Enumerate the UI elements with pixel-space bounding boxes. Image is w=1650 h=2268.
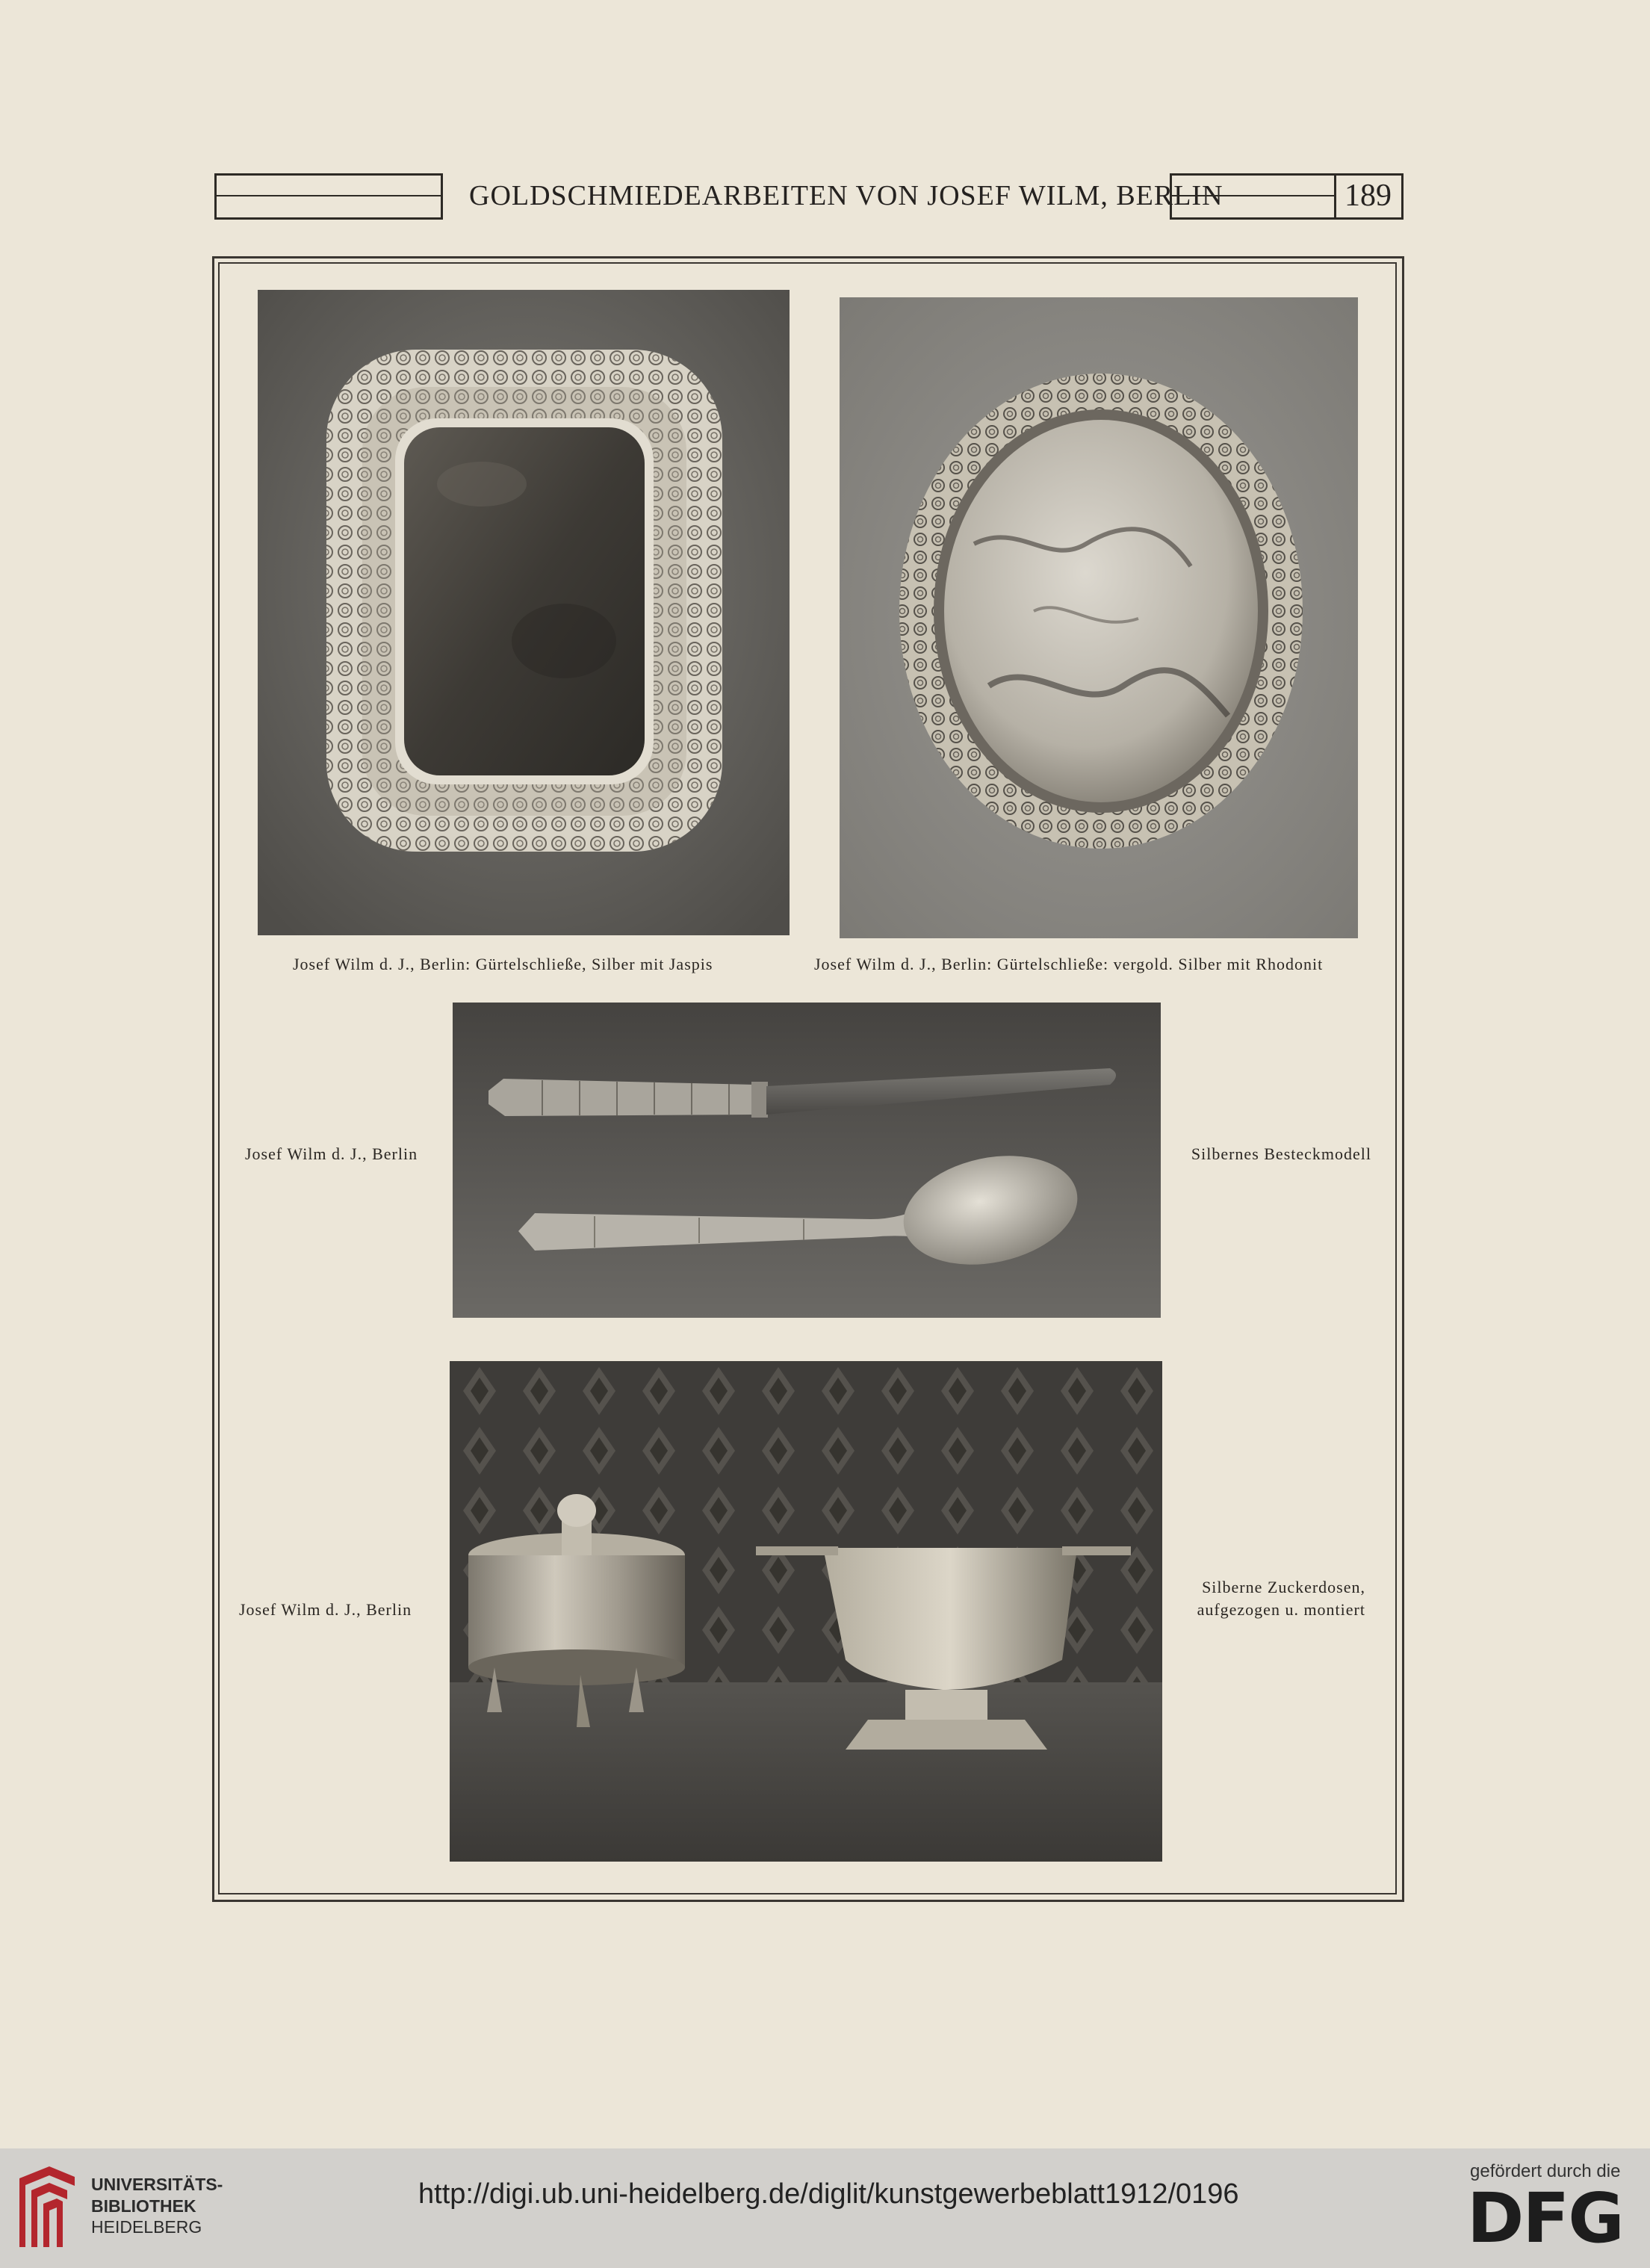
photo-belt-buckle-rhodonite [840,297,1358,938]
header-rule-right [1170,173,1334,220]
funding-label: gefördert durch die [1470,2161,1621,2181]
caption-belt-buckle-jasper: Josef Wilm d. J., Berlin: Gürtelschließe, Silber mit Jaspis [293,955,713,973]
caption-belt-buckle-rhodonite: Josef Wilm d. J., Berlin: Gürtelschließe: vergold. Silber mit Rhodonit [814,955,1324,973]
page-number: 189 [1344,179,1392,213]
source-url-link[interactable]: http://digi.ub.uni-heidelberg.de/diglit/kunstgewerbeblatt1912/0196 [418,2178,1239,2210]
caption-sugar-bowls-maker: Josef Wilm d. J., Berlin [239,1600,412,1619]
photo-silver-cutlery [453,1003,1161,1318]
photo-sugar-bowls [450,1361,1162,1862]
caption-cutlery-maker: Josef Wilm d. J., Berlin [245,1144,418,1163]
caption-sugar-bowls-title-line2: aufgezogen u. montiert [1197,1600,1365,1619]
caption-cutlery-title: Silbernes Besteckmodell [1191,1144,1371,1163]
library-logo-icon [15,2163,79,2252]
dfg-logo: DFG [1467,2178,1623,2258]
running-header-title: GOLDSCHMIEDEARBEITEN VON JOSEF WILM, BERLIN [469,180,1223,211]
library-name-line3: HEIDELBERG [91,2217,202,2237]
header-rule-left [214,173,443,220]
header-separator [214,173,217,220]
caption-sugar-bowls-title-line1: Silberne Zuckerdosen, [1202,1578,1365,1596]
photo-belt-buckle-jasper [258,290,790,935]
header-separator [441,173,443,220]
library-name-line2: BIBLIOTHEK [91,2196,196,2216]
library-name-line1: UNIVERSITÄTS- [91,2175,223,2194]
